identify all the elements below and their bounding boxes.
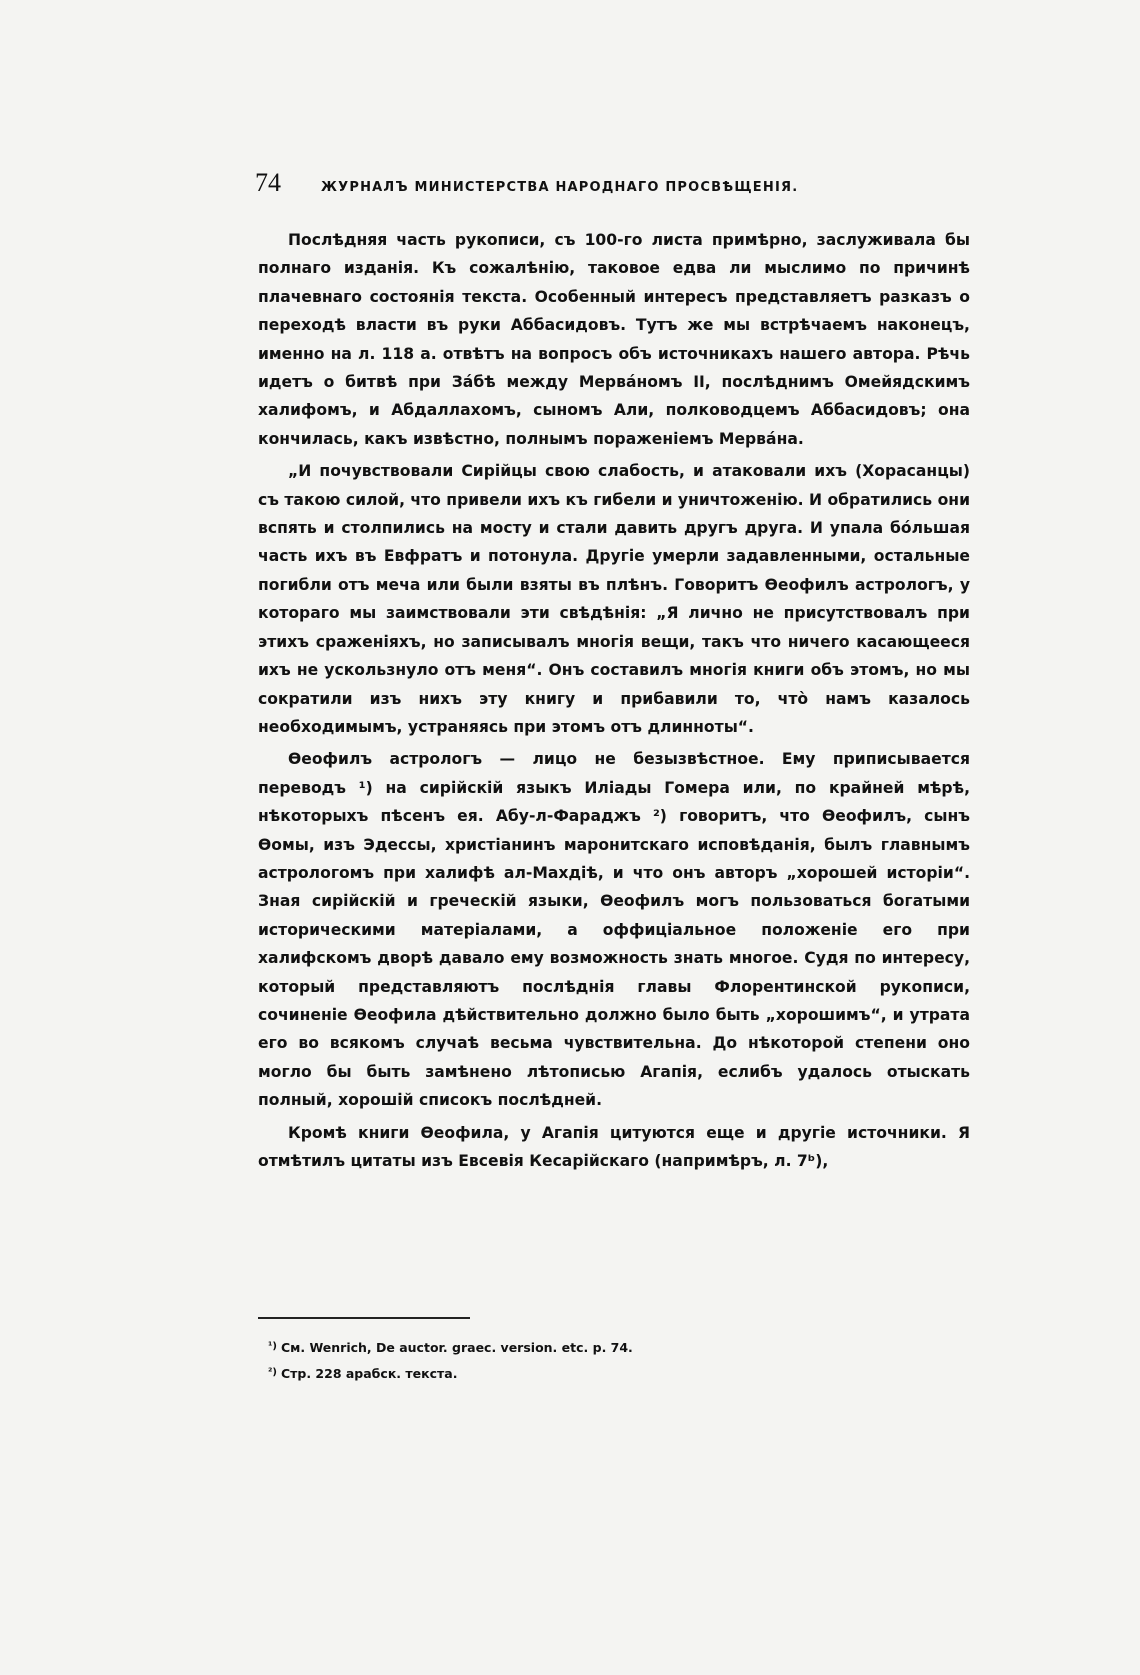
footnote-mark: ²) xyxy=(268,1367,277,1378)
body-text xyxy=(258,226,970,1175)
paragraph: Кромѣ книги Ѳеофила, у Агапія цитуются еще и другіе источники. Я отмѣтилъ цитаты изъ Евсевія Кесарійскаго (напримѣръ, л. 7ᵇ), xyxy=(258,1123,970,1170)
footnote-text: См. Wenrich, De auctor. graec. version. etc. p. 74. xyxy=(280,1340,633,1355)
paragraph: Послѣдняя часть рукописи, съ 100-го листа примѣрно, заслуживала бы полнаго изданія. Къ сожалѣнію, таковое едва ли мыслимо по причинѣ плачевнаго состоянія текста. Особенный интересъ представляетъ разказъ о переходѣ власти въ руки Аббасидовъ. Тутъ же мы встрѣчаемъ наконецъ, именно на л. 118 а. отвѣтъ на вопросъ объ источникахъ нашего автора. Рѣчь идетъ о битвѣ при Зáбѣ между Мервáномъ II, послѣднимъ Омейядскимъ халифомъ, и Абдаллахомъ, сыномъ Али, полководцемъ Аббасидовъ; она кончилась, какъ извѣстно, полнымъ пораженіемъ Мервáна. xyxy=(258,231,970,448)
footnote-1 xyxy=(268,1334,868,1360)
paragraph: Ѳеофилъ астрологъ — лицо не безызвѣстное. Ему приписывается переводъ ¹) на сирійскій языкъ Иліады Гомера или, по крайней мѣрѣ, нѣкоторыхъ пѣсенъ ея. Абу-л-Фараджъ ²) говоритъ, что Ѳеофилъ, сынъ Ѳомы, изъ Эдессы, христіанинъ маронитскаго исповѣданія, былъ главнымъ астрологомъ при халифѣ ал-Махдіѣ, и что онъ авторъ „хорошей исторіи“. Зная сирійскій и греческій языки, Ѳеофилъ могъ пользоваться богатыми историческими матеріалами, а оффиціальное положеніе его при халифскомъ дворѣ давало ему возможность знать многое. Судя по интересу, который представляютъ послѣднія главы Флорентинской рукописи, сочиненіе Ѳеофила дѣйствительно должно было быть „хорошимъ“, и утрата его во всякомъ случаѣ весьма чувствительна. До нѣкоторой степени оно могло бы быть замѣнено лѣтописью Агапія, еслибъ удалось отыскать полный, хорошій списокъ послѣдней. xyxy=(258,750,970,1110)
running-head: ЖУРНАЛЪ МИНИСТЕРСТВА НАРОДНАГО ПРОСВѢЩЕНІЯ. xyxy=(321,180,799,195)
page-header xyxy=(255,168,957,198)
footnote-2 xyxy=(268,1360,868,1386)
footnote-text: Стр. 228 арабск. текста. xyxy=(280,1366,458,1381)
paragraph: „И почувствовали Сирійцы свою слабость, и атаковали ихъ (Хорасанцы) съ такою силой, что привели ихъ къ гибели и уничтоженію. И обратились они вспять и столпились на мосту и стали давить другъ друга. И упала бóльшая часть ихъ въ Евфратъ и потонула. Другіе умерли задавленными, остальные погибли отъ меча или были взяты въ плѣнъ. Говоритъ Ѳеофилъ астрологъ, у котораго мы заимствовали эти свѣдѣнія: „Я лично не присутствовалъ при этихъ сраженіяхъ, но записывалъ многія вещи, такъ что ничего касающееся ихъ не ускользнуло отъ меня“. Онъ составилъ многія книги объ этомъ, но мы сократили изъ нихъ эту книгу и прибавили то, чтò намъ казалось необходимымъ, устраняясь при этомъ отъ длинноты“. xyxy=(258,462,970,736)
footnote-divider xyxy=(258,1317,470,1319)
footnote-mark: ¹) xyxy=(268,1341,277,1352)
page-number: 74 xyxy=(255,168,281,197)
footnotes xyxy=(268,1334,868,1386)
